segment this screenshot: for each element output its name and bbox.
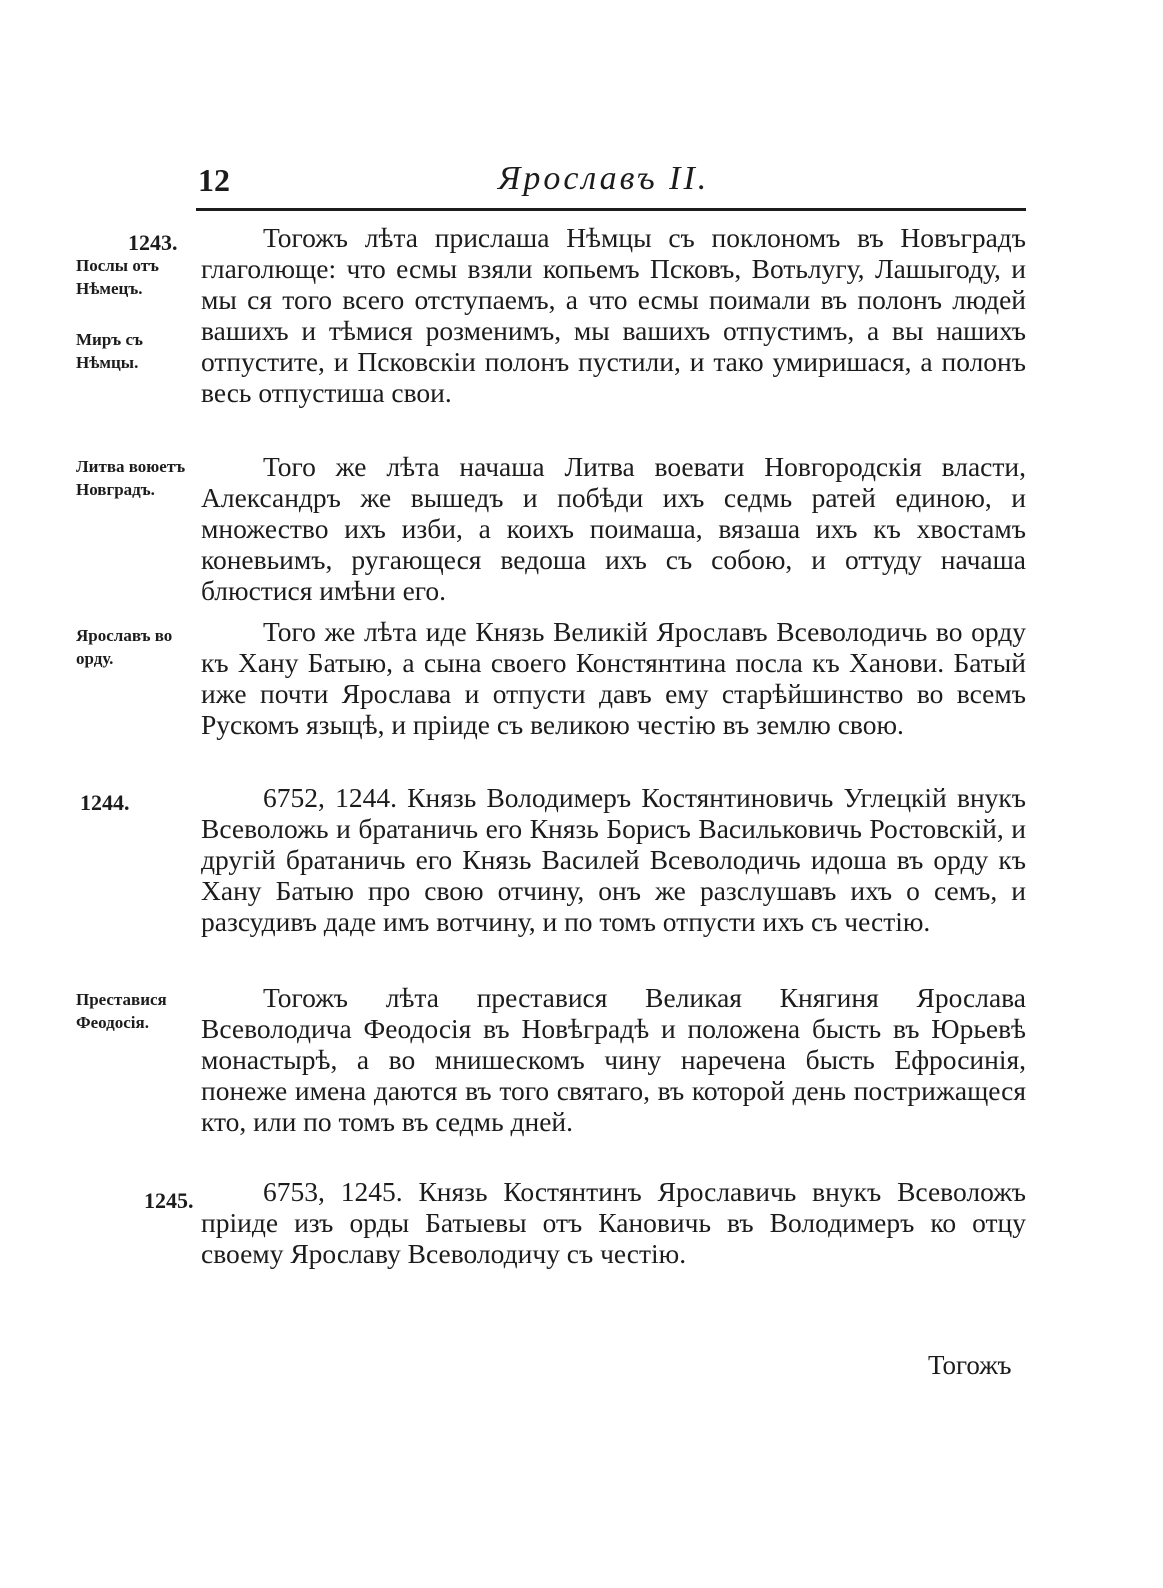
paragraph: Тогожъ лѣта прислаша Нѣмцы съ поклономъ въ Новъградъ глаголюще: что есмы взяли копьемъ Псковъ, Вотьлугу, Лашыгоду, и мы ся того всего отступаемъ, а что есмы поимали въ полонъ людей вашихъ и тѣмися розменимъ, мы вашихъ отпустимъ, а вы нашихъ отпустите, и Псковскіи полонъ пустили, и тако умиришася, а полонъ весь отпустиша свои. bbox=[201, 222, 1026, 408]
margin-year: 1245. bbox=[144, 1188, 194, 1213]
margin-note: Ярославъ во орду. bbox=[76, 626, 173, 668]
catchword: Тогожъ bbox=[928, 1350, 1012, 1380]
paragraph: 6753, 1245. Князь Костянтинъ Ярославичь внукъ Всеволожъ пріиде изъ орды Батыевы отъ Кановичь въ Володимеръ ко отцу своему Ярославу Всеволодичу съ честію. bbox=[201, 1176, 1026, 1269]
header-rule bbox=[196, 208, 1026, 211]
margin-note: Послы отъ Нѣмецъ. bbox=[76, 256, 159, 298]
margin-note: Преставися Феодосія. bbox=[76, 990, 167, 1032]
page-number: 12 bbox=[198, 162, 230, 198]
running-title: Ярославъ II. bbox=[498, 160, 710, 197]
paragraph: Того же лѣта иде Князь Великій Ярославъ Всеволодичь во орду къ Хану Батыю, а сына своего Констянтина посла къ Ханови. Батый иже почти Ярослава и отпусти давъ ему старѣйшинство во всемъ Рускомъ языцѣ, и пріиде съ великою честію въ землю свою. bbox=[201, 616, 1026, 740]
paragraph: Того же лѣта начаша Литва воевати Новгородскія власти, Александръ же вышедъ и побѣди ихъ седмь ратей единою, и множество ихъ изби, а коихъ поимаша, вязаша ихъ къ хвостамъ коневьимъ, ругающеся ведоша ихъ съ собою, и оттуду начаша блюстися имѣни его. bbox=[201, 451, 1026, 606]
margin-year: 1243. bbox=[128, 230, 178, 255]
margin-note: Литва воюетъ Новградъ. bbox=[76, 457, 186, 499]
margin-year: 1244. bbox=[80, 790, 130, 815]
paragraph: 6752, 1244. Князь Володимеръ Костянтиновичь Углецкій внукъ Всеволожь и братаничь его Князь Борисъ Васильковичь Ростовскій, и другій братаничь его Князь Василей Всеволодичь идоша въ орду къ Хану Батыю про свою отчину, онъ же разслушавъ ихъ о семъ, и разсудивъ даде имъ вотчину, и по томъ отпусти ихъ съ честію. bbox=[201, 782, 1026, 937]
paragraph: Тогожъ лѣта преставися Великая Княгиня Ярослава Всеволодича Феодосія въ Новѣградѣ и положена бысть въ Юрьевѣ монастырѣ, а во мнишескомъ чину наречена бысть Ефросинія, понеже имена даются въ того святаго, въ которой день пострижащеся кто, или по томъ въ седмь дней. bbox=[201, 982, 1026, 1137]
margin-note: Миръ съ Нѣмцы. bbox=[76, 330, 143, 372]
page-header bbox=[198, 162, 1028, 210]
